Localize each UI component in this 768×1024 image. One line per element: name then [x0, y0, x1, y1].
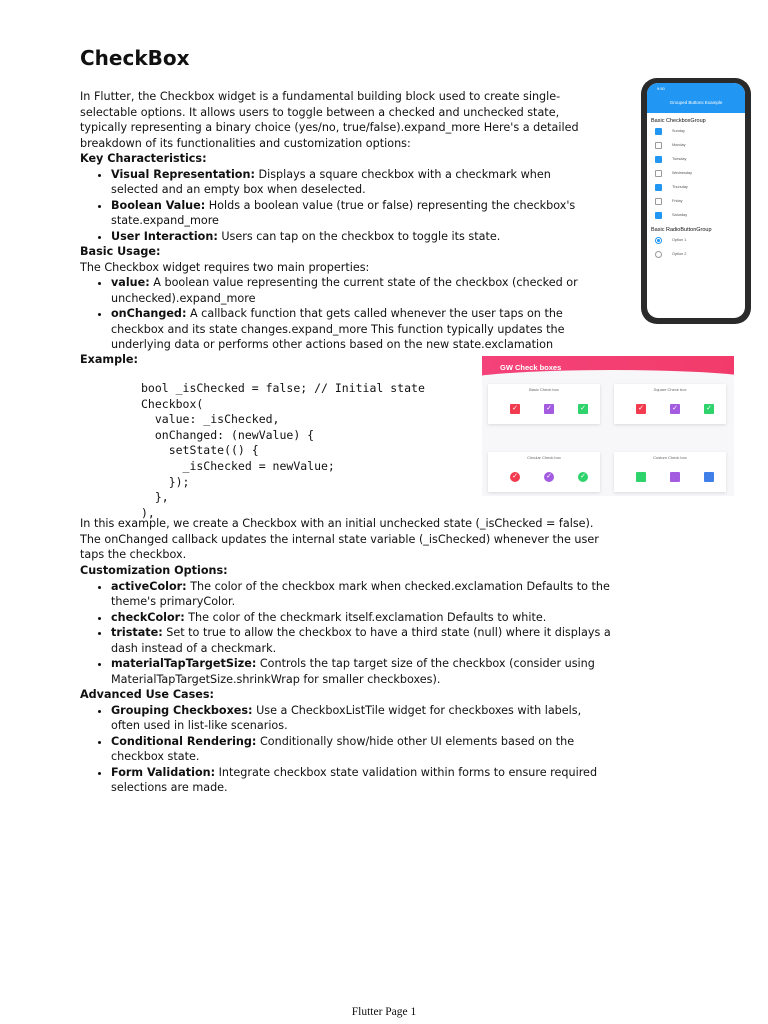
day-label: Wednesday: [672, 171, 692, 175]
checkbox-sample-icon: ✓: [544, 404, 554, 414]
list-item: • Boolean Value: Holds a boolean value (true or false) representing the checkbox's state.expand_more: [111, 198, 601, 229]
list-item: • Conditional Rendering: Conditionally show/hide other UI elements based on the checkbox state.: [111, 734, 611, 765]
banner-card: [614, 384, 726, 424]
banner-title: GW Check boxes: [500, 363, 562, 372]
checkbox-sample-icon: [670, 472, 680, 482]
checkbox-icon[interactable]: [655, 128, 662, 135]
checkbox-sample-icon: [704, 472, 714, 482]
radio-option-row[interactable]: [647, 233, 745, 247]
checkbox-icon[interactable]: [655, 170, 662, 177]
day-label: Tuesday: [672, 157, 687, 161]
list-item: • onChanged: A callback function that gets called whenever the user taps on the checkbox and its state changes.expand_more This function typically updates the underlying data or performs other actions based on the new state.exclamation: [111, 306, 601, 353]
example-explanation: In this example, we create a Checkbox with an initial unchecked state (_isChecked = false). The onChanged callback updates the internal state variable (_isChecked) whenever the user taps the checkbox.: [80, 517, 599, 561]
radio-group-title: Basic RadioButtonGroup: [651, 227, 712, 233]
option-label: Option 1: [672, 238, 687, 242]
checkbox-sample-icon: ✓: [670, 404, 680, 414]
card-title: Basic Check box: [529, 387, 559, 392]
status-time: 9:50: [657, 86, 665, 91]
day-checkbox-row[interactable]: [647, 124, 745, 138]
checkbox-sample-icon: ✓: [510, 472, 520, 482]
day-label: Sunday: [672, 129, 685, 133]
advanced-heading: Advanced Use Cases:: [80, 688, 214, 701]
phone-screenshot-image: [641, 78, 751, 324]
radio-icon[interactable]: [655, 251, 662, 258]
card-title: Circular Check box: [527, 455, 561, 460]
banner-card: [488, 384, 600, 424]
list-item: • value: A boolean value representing the current state of the checkbox (checked or unchecked).expand_more: [111, 275, 601, 306]
phone-screen: [647, 83, 745, 318]
basic-usage-heading: Basic Usage:: [80, 245, 161, 258]
checkbox-sample-icon: ✓: [544, 472, 554, 482]
app-title: Grouped Buttons Example: [669, 100, 723, 105]
customization-section: [80, 563, 611, 687]
advanced-list: [80, 703, 611, 796]
day-checkbox-row[interactable]: [647, 194, 745, 208]
intro-paragraph: In Flutter, the Checkbox widget is a fundamental building block used to create single-selectable options. It allows users to toggle between a checked and unchecked state, typically representing a binary choice (yes/no, true/false).expand_more Here's a detailed breakdown of its functionalities and customization options:: [80, 90, 579, 150]
checkbox-icon[interactable]: [655, 156, 662, 163]
checkbox-banner-image: [482, 356, 734, 496]
checkbox-sample-icon: [636, 472, 646, 482]
radio-option-list: [647, 233, 745, 261]
checkbox-icon[interactable]: [655, 142, 662, 149]
checkbox-sample-icon: ✓: [704, 404, 714, 414]
checkbox-icon[interactable]: [655, 184, 662, 191]
list-item: • activeColor: The color of the checkbox mark when checked.exclamation Defaults to the theme's primaryColor.: [111, 579, 611, 610]
list-item: • materialTapTargetSize: Controls the tap target size of the checkbox (consider using MaterialTapTargetSize.shrinkWrap for smaller checkboxes).: [111, 656, 611, 687]
key-characteristics-heading: Key Characteristics:: [80, 152, 207, 165]
customization-heading: Customization Options:: [80, 564, 228, 577]
radio-option-row[interactable]: [647, 247, 745, 261]
day-label: Monday: [672, 143, 686, 147]
code-example: bool _isChecked = false; // Initial state Checkbox( value: _isChecked, onChanged: (newValue) { setState(() { _isChecked = newValue; }); }, ),: [141, 381, 425, 520]
advanced-section: [80, 687, 611, 796]
banner-card: [614, 452, 726, 492]
page-title: CheckBox: [80, 46, 190, 70]
checkbox-sample-icon: ✓: [578, 472, 588, 482]
list-item: • Grouping Checkboxes: Use a CheckboxListTile widget for checkboxes with labels, often used in list-like scenarios.: [111, 703, 611, 734]
customization-list: [80, 579, 611, 688]
day-checkbox-row[interactable]: [647, 208, 745, 222]
example-heading: Example:: [80, 353, 138, 366]
radio-icon[interactable]: [655, 237, 662, 244]
key-characteristics-section: [80, 151, 601, 244]
basic-usage-list: [80, 275, 601, 353]
list-item: • tristate: Set to true to allow the checkbox to have a third state (null) where it displays a dash instead of a checkmark.: [111, 625, 611, 656]
card-title: Custom Check box: [653, 455, 687, 460]
day-label: Friday: [672, 199, 683, 203]
day-checkbox-list: [647, 124, 745, 222]
list-item: • checkColor: The color of the checkmark itself.exclamation Defaults to white.: [111, 610, 611, 626]
list-item: • Form Validation: Integrate checkbox state validation within forms to ensure required selections are made.: [111, 765, 611, 796]
day-checkbox-row[interactable]: [647, 180, 745, 194]
app-bar: [647, 83, 745, 113]
checkbox-icon[interactable]: [655, 198, 662, 205]
day-checkbox-row[interactable]: [647, 152, 745, 166]
basic-usage-section: [80, 244, 601, 353]
day-label: Saturday: [672, 213, 688, 217]
checkbox-sample-icon: ✓: [510, 404, 520, 414]
checkbox-sample-icon: ✓: [636, 404, 646, 414]
card-title: Square Check box: [653, 387, 687, 392]
list-item: • User Interaction: Users can tap on the checkbox to toggle its state.: [111, 229, 601, 245]
checkbox-group-title: Basic CheckboxGroup: [651, 118, 706, 124]
basic-usage-text: The Checkbox widget requires two main properties:: [80, 260, 370, 274]
page-footer: Flutter Page 1: [351, 1006, 417, 1018]
list-item: • Visual Representation: Displays a square checkbox with a checkmark when selected and an empty box when deselected.: [111, 167, 601, 198]
checkbox-icon[interactable]: [655, 212, 662, 219]
day-checkbox-row[interactable]: [647, 138, 745, 152]
option-label: Option 2: [672, 252, 687, 256]
checkbox-sample-icon: ✓: [578, 404, 588, 414]
day-label: Thursday: [672, 185, 688, 189]
key-characteristics-list: [80, 167, 601, 245]
day-checkbox-row[interactable]: [647, 166, 745, 180]
banner-card: [488, 452, 600, 492]
